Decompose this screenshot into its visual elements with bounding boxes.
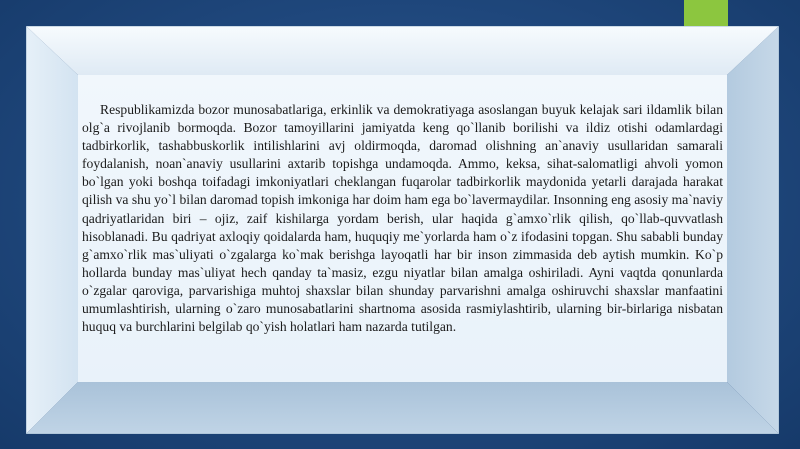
accent-square (684, 0, 728, 26)
bevel-left (26, 26, 78, 434)
bevel-top (26, 26, 779, 75)
bevel-right (727, 26, 779, 434)
body-paragraph: Respublikamizda bozor munosabatlariga, erkinlik va demokratiyaga asoslangan buyuk kelajak sari ildamlik bilan olg`a rivojlanib bormoqda. Bozor tamoyillarini jamiyatda keng qo`llanib borilishi va ildiz otishi odamlardagi tadbirkorlik, tashabbuskorlik intilishlarini avj oldirmoqda, daromad olishning an`anaviy usullaridan samarali foydalanish, noan`anaviy usullarini axtarib topishga undamoqda. Ammo, keksa, sihat-salomatligi ahvoli yomon bo`lgan yoki boshqa toifadagi imkoniyatlari cheklangan fuqarolar tadbirkorlik maydonida yetarli darajada harakat qilish va shu yo`l bilan daromad topish imkoniga har doim ham ega bo`lavermaydilar. Insonning eng asosiy ma`naviy qadriyatlaridan biri – ojiz, zaif kishilarga yordam berish, ular haqida g`amxo`rlik qilish, qo`llab-quvvatlash hisoblanadi. Bu qadriyat axloqiy qoidalarda ham, huquqiy me`yorlarda ham o`z ifodasini topgan. Shu sababli bunday g`amxo`rlik mas`uliyati o`zgalarga ko`mak berishga layoqatli har bir inson zimmasida deb aytish mumkin. Ko`p hollarda bunday mas`uliyat hech qanday ta`masiz, ezgu niyatlar bilan amalga oshiriladi. Ayni vaqtda qonunlarda o`zgalar qaroviga, parvarishiga muhtoj shaxslar bilan shunday parvarishni amalga oshiruvchi shaxslar manfaatini umumlashtirish, ularning o`zaro munosabatlarini shartnoma asosida rasmiylashtirib, ularning bir-birlariga nisbatan huquq va burchlarini belgilab qo`yish holatlari ham nazarda tutilgan. (82, 102, 723, 335)
bevel-bottom (26, 382, 779, 434)
